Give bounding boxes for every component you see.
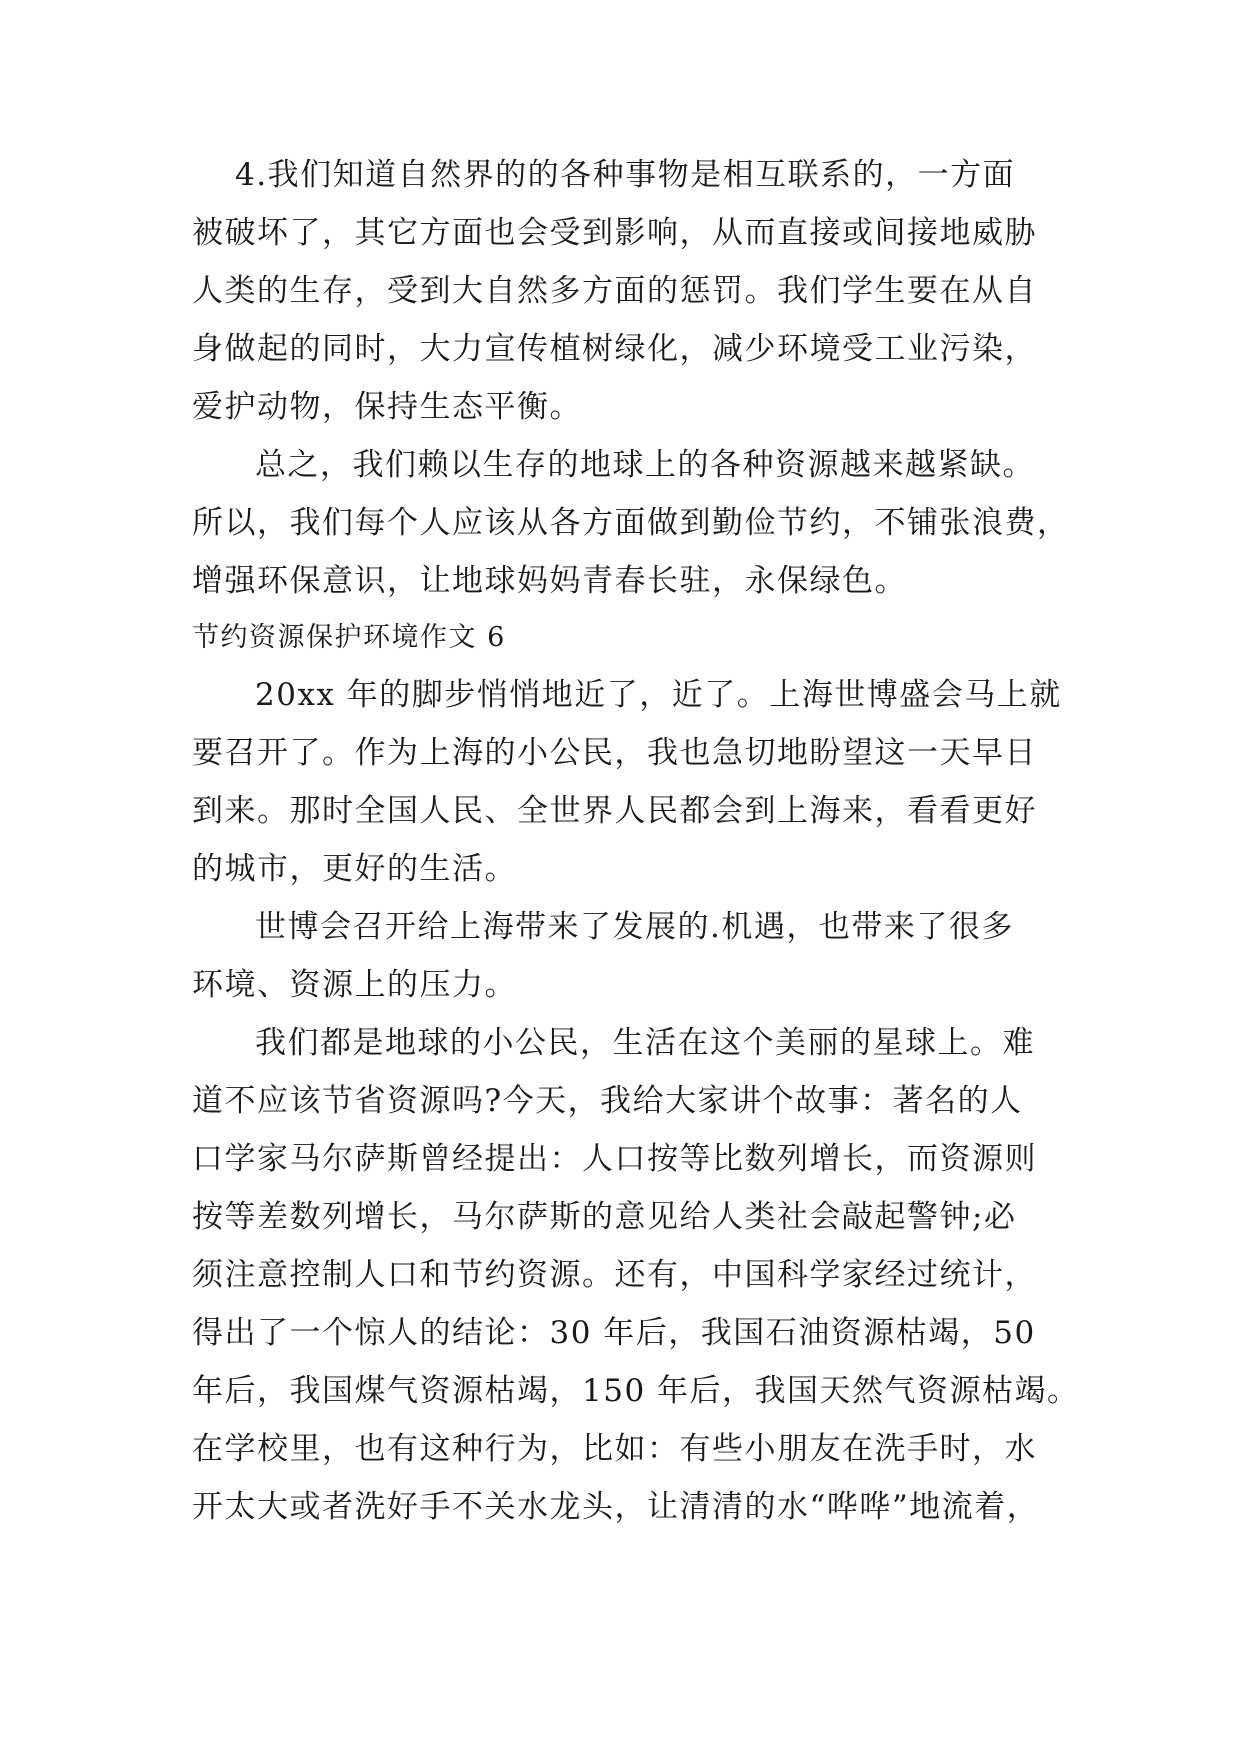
- paragraph-line: 在学校里，也有这种行为，比如：有些小朋友在洗手时，水: [192, 1431, 1037, 1467]
- paragraph-line: 要召开了。作为上海的小公民，我也急切地盼望这一天早日: [192, 735, 1037, 771]
- paragraph-line: 道不应该节省资源吗?今天，我给大家讲个故事：著名的人: [192, 1083, 1023, 1119]
- paragraph-line: 世博会召开给上海带来了发展的.机遇，也带来了很多: [255, 909, 1014, 945]
- paragraph-line: 总之，我们赖以生存的地球上的各种资源越来越紧缺。: [255, 447, 1035, 483]
- paragraph-line: 20xx 年的脚步悄悄地近了，近了。上海世博盛会马上就: [255, 677, 1062, 713]
- paragraph-line: 身做起的同时，大力宣传植树绿化，减少环境受工业污染，: [192, 331, 1037, 367]
- paragraph-line: 所以，我们每个人应该从各方面做到勤俭节约，不铺张浪费，: [192, 505, 1070, 541]
- paragraph-line: 开太大或者洗好手不关水龙头，让清清的水“哗哗”地流着，: [192, 1489, 1040, 1525]
- paragraph-line: 人类的生存，受到大自然多方面的惩罚。我们学生要在从自: [192, 273, 1037, 309]
- paragraph-line: 我们都是地球的小公民，生活在这个美丽的星球上。难: [255, 1025, 1035, 1061]
- paragraph-line: 的城市，更好的生活。: [192, 851, 517, 887]
- paragraph-line: 年后，我国煤气资源枯竭，150 年后，我国天然气资源枯竭。: [192, 1373, 1080, 1409]
- paragraph-line: 增强环保意识，让地球妈妈青春长驻，永保绿色。: [192, 563, 907, 599]
- paragraph-line: 爱护动物，保持生态平衡。: [192, 389, 582, 425]
- paragraph-line: 4.我们知道自然界的的各种事物是相互联系的，一方面: [235, 157, 1016, 193]
- paragraph-line: 被破坏了，其它方面也会受到影响，从而直接或间接地威胁: [192, 215, 1037, 251]
- section-heading: 节约资源保护环境作文 6: [192, 622, 506, 653]
- paragraph-line: 须注意控制人口和节约资源。还有，中国科学家经过统计，: [192, 1257, 1037, 1293]
- paragraph-line: 口学家马尔萨斯曾经提出：人口按等比数列增长，而资源则: [192, 1141, 1037, 1177]
- paragraph-line: 得出了一个惊人的结论：30 年后，我国石油资源枯竭，50: [192, 1315, 1036, 1351]
- paragraph-line: 到来。那时全国人民、全世界人民都会到上海来，看看更好: [192, 793, 1037, 829]
- paragraph-line: 按等差数列增长，马尔萨斯的意见给人类社会敲起警钟;必: [192, 1199, 1017, 1235]
- paragraph-line: 环境、资源上的压力。: [192, 967, 517, 1003]
